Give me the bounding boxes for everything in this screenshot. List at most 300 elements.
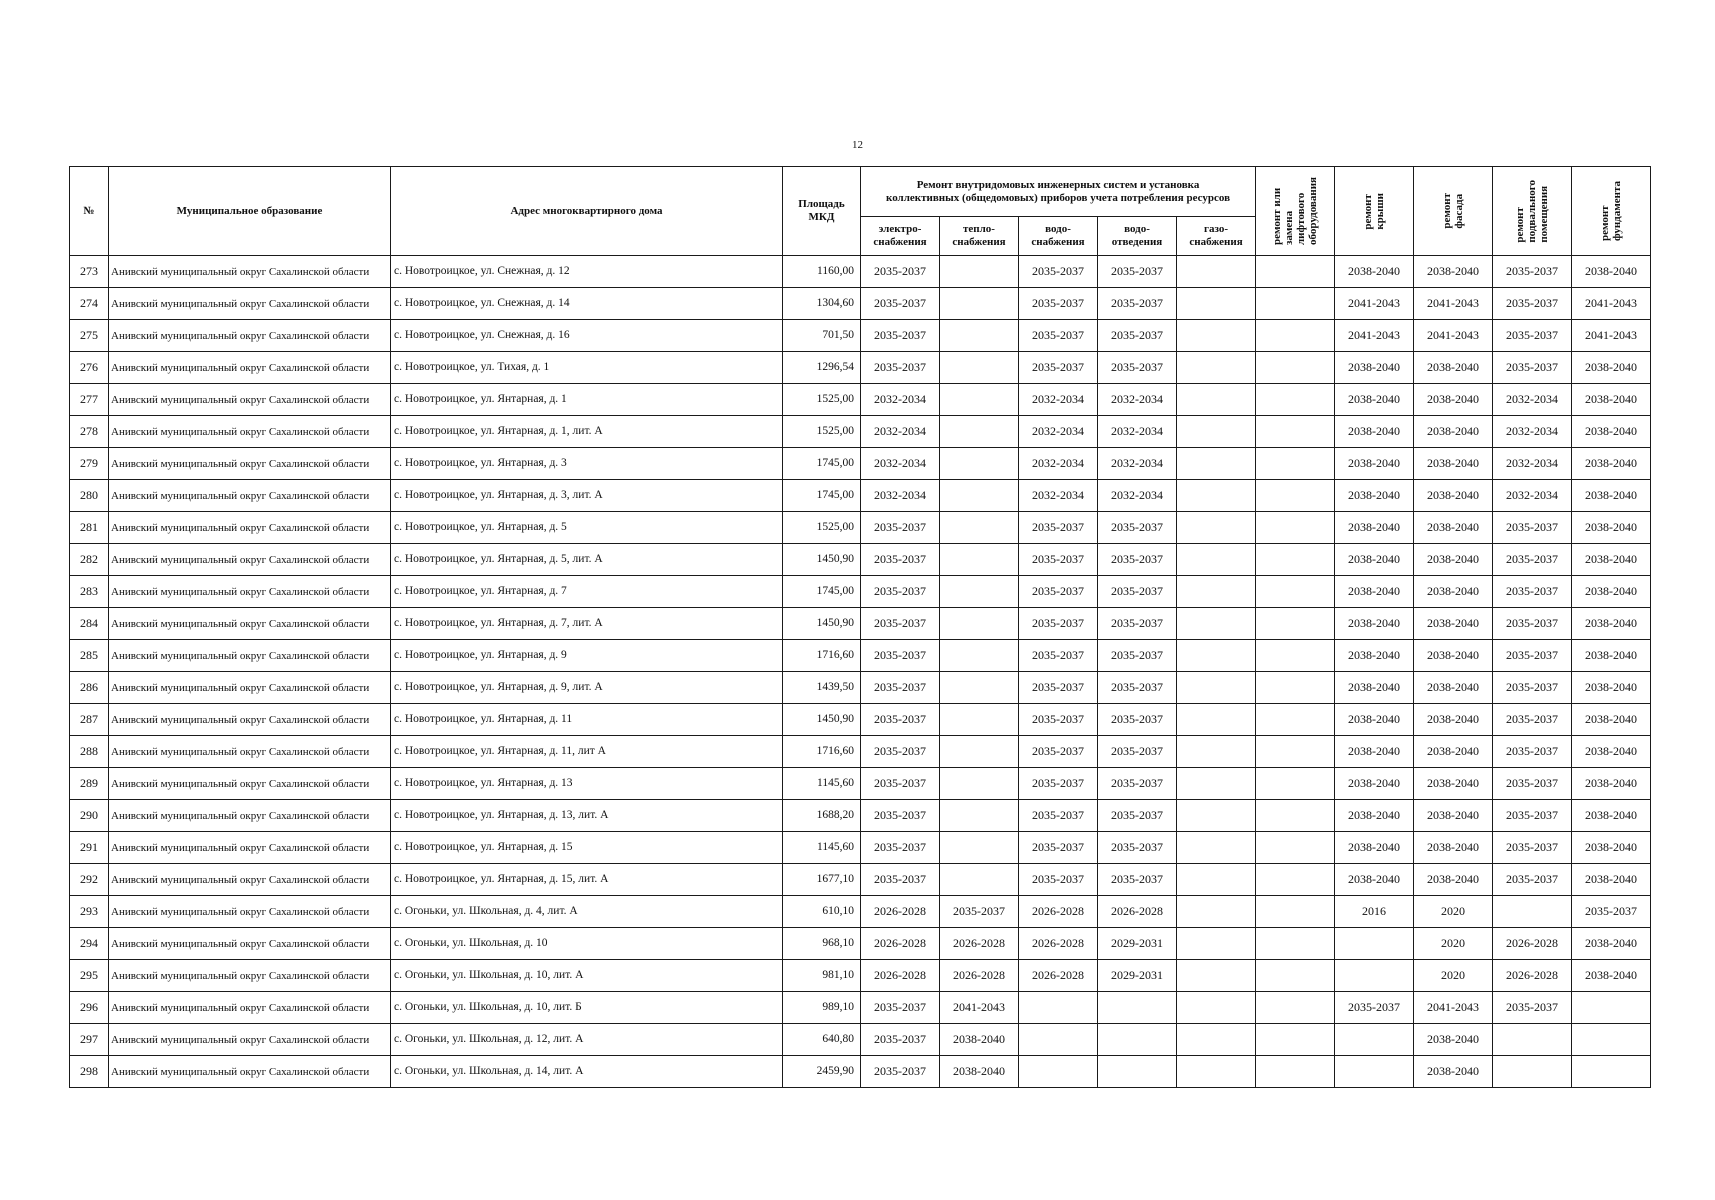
row-facade: 2038-2040 [1414,576,1493,608]
row-lift [1256,768,1335,800]
row-foundation: 2038-2040 [1572,800,1651,832]
row-basement: 2035-2037 [1493,832,1572,864]
row-electro: 2032-2034 [861,448,940,480]
row-drain: 2035-2037 [1098,576,1177,608]
header-num: № [70,167,109,256]
row-facade: 2041-2043 [1414,320,1493,352]
table-row [70,672,1651,704]
row-drain: 2035-2037 [1098,672,1177,704]
row-area: 1439,50 [783,672,861,704]
row-lift [1256,512,1335,544]
row-municipality: Анивский муниципальный округ Сахалинской области [109,640,391,672]
row-drain: 2035-2037 [1098,544,1177,576]
row-gas [1177,800,1256,832]
row-water: 2035-2037 [1019,320,1098,352]
row-basement: 2035-2037 [1493,576,1572,608]
row-basement: 2032-2034 [1493,448,1572,480]
row-basement: 2035-2037 [1493,736,1572,768]
row-basement [1493,896,1572,928]
row-number: 296 [70,992,109,1024]
table-row [70,640,1651,672]
row-municipality: Анивский муниципальный округ Сахалинской области [109,416,391,448]
header-facade [1414,167,1493,256]
row-roof: 2038-2040 [1335,672,1414,704]
page-number: 12 [852,139,863,151]
row-heat [940,832,1019,864]
row-drain: 2035-2037 [1098,736,1177,768]
row-lift [1256,928,1335,960]
row-water [1019,992,1098,1024]
row-number: 275 [70,320,109,352]
row-water: 2035-2037 [1019,544,1098,576]
row-roof: 2038-2040 [1335,512,1414,544]
row-facade: 2038-2040 [1414,1056,1493,1088]
row-heat: 2026-2028 [940,960,1019,992]
header-lift-text: ремонт или замена лифтового оборудования [1271,177,1320,245]
row-gas [1177,736,1256,768]
row-heat [940,512,1019,544]
row-lift [1256,480,1335,512]
row-heat [940,544,1019,576]
row-gas [1177,256,1256,288]
row-foundation: 2038-2040 [1572,480,1651,512]
row-foundation: 2038-2040 [1572,960,1651,992]
row-basement: 2035-2037 [1493,256,1572,288]
row-drain: 2035-2037 [1098,512,1177,544]
row-drain: 2035-2037 [1098,320,1177,352]
row-address: с. Новотроицкое, ул. Снежная, д. 14 [391,288,783,320]
row-water: 2035-2037 [1019,288,1098,320]
row-roof: 2038-2040 [1335,640,1414,672]
row-basement: 2035-2037 [1493,352,1572,384]
row-address: с. Новотроицкое, ул. Янтарная, д. 3 [391,448,783,480]
row-heat [940,352,1019,384]
row-municipality: Анивский муниципальный округ Сахалинской области [109,384,391,416]
row-gas [1177,1024,1256,1056]
row-electro: 2035-2037 [861,1024,940,1056]
row-lift [1256,640,1335,672]
row-drain: 2035-2037 [1098,256,1177,288]
row-heat [940,448,1019,480]
row-area: 1525,00 [783,512,861,544]
row-address: с. Новотроицкое, ул. Янтарная, д. 15 [391,832,783,864]
row-number: 281 [70,512,109,544]
row-facade: 2038-2040 [1414,416,1493,448]
row-roof: 2041-2043 [1335,288,1414,320]
row-heat [940,672,1019,704]
row-area: 1688,20 [783,800,861,832]
row-area: 1145,60 [783,768,861,800]
row-heat: 2038-2040 [940,1056,1019,1088]
row-facade: 2038-2040 [1414,448,1493,480]
header-electro: электро-снабжения [861,217,940,256]
row-roof: 2038-2040 [1335,480,1414,512]
row-water: 2035-2037 [1019,672,1098,704]
row-foundation: 2038-2040 [1572,384,1651,416]
row-address: с. Новотроицкое, ул. Янтарная, д. 11, лит А [391,736,783,768]
row-gas [1177,352,1256,384]
row-area: 968,10 [783,928,861,960]
row-roof: 2038-2040 [1335,832,1414,864]
row-roof: 2038-2040 [1335,704,1414,736]
row-foundation: 2038-2040 [1572,352,1651,384]
row-lift [1256,576,1335,608]
header-roof [1335,167,1414,256]
row-lift [1256,704,1335,736]
row-water: 2026-2028 [1019,928,1098,960]
row-facade: 2020 [1414,960,1493,992]
row-number: 289 [70,768,109,800]
row-municipality: Анивский муниципальный округ Сахалинской области [109,736,391,768]
row-address: с. Огоньки, ул. Школьная, д. 10, лит. А [391,960,783,992]
row-address: с. Новотроицкое, ул. Янтарная, д. 1 [391,384,783,416]
table-body [70,256,1651,1088]
row-electro: 2032-2034 [861,416,940,448]
row-number: 282 [70,544,109,576]
row-roof [1335,928,1414,960]
row-address: с. Новотроицкое, ул. Янтарная, д. 15, лит. А [391,864,783,896]
row-electro: 2026-2028 [861,960,940,992]
row-electro: 2035-2037 [861,1056,940,1088]
row-water: 2035-2037 [1019,576,1098,608]
row-gas [1177,480,1256,512]
row-basement: 2032-2034 [1493,480,1572,512]
row-foundation: 2038-2040 [1572,736,1651,768]
row-municipality: Анивский муниципальный округ Сахалинской области [109,864,391,896]
row-roof: 2035-2037 [1335,992,1414,1024]
row-heat [940,640,1019,672]
row-foundation: 2038-2040 [1572,608,1651,640]
row-foundation: 2038-2040 [1572,448,1651,480]
row-heat [940,768,1019,800]
row-heat [940,576,1019,608]
row-lift [1256,352,1335,384]
row-municipality: Анивский муниципальный округ Сахалинской области [109,608,391,640]
row-facade: 2038-2040 [1414,800,1493,832]
row-gas [1177,928,1256,960]
row-water: 2032-2034 [1019,384,1098,416]
row-facade: 2020 [1414,928,1493,960]
row-water: 2032-2034 [1019,480,1098,512]
row-gas [1177,512,1256,544]
table-row [70,704,1651,736]
row-roof [1335,1024,1414,1056]
row-address: с. Новотроицкое, ул. Тихая, д. 1 [391,352,783,384]
row-gas [1177,864,1256,896]
row-foundation: 2038-2040 [1572,672,1651,704]
row-electro: 2035-2037 [861,352,940,384]
row-lift [1256,832,1335,864]
row-address: с. Новотроицкое, ул. Снежная, д. 16 [391,320,783,352]
row-water: 2026-2028 [1019,896,1098,928]
row-area: 1716,60 [783,640,861,672]
row-municipality: Анивский муниципальный округ Сахалинской области [109,896,391,928]
row-facade: 2041-2043 [1414,288,1493,320]
row-address: с. Новотроицкое, ул. Янтарная, д. 9 [391,640,783,672]
row-water: 2035-2037 [1019,608,1098,640]
table-row [70,480,1651,512]
row-facade: 2038-2040 [1414,832,1493,864]
row-area: 1296,54 [783,352,861,384]
row-drain: 2029-2031 [1098,928,1177,960]
row-electro: 2035-2037 [861,544,940,576]
row-heat [940,608,1019,640]
row-foundation [1572,992,1651,1024]
row-municipality: Анивский муниципальный округ Сахалинской области [109,288,391,320]
capital-repair-table [69,166,1651,1088]
row-heat: 2035-2037 [940,896,1019,928]
row-address: с. Новотроицкое, ул. Янтарная, д. 13, лит. А [391,800,783,832]
row-gas [1177,576,1256,608]
row-address: с. Новотроицкое, ул. Янтарная, д. 7 [391,576,783,608]
table-row [70,288,1651,320]
table-row [70,544,1651,576]
row-roof: 2038-2040 [1335,352,1414,384]
table-row [70,768,1651,800]
row-municipality: Анивский муниципальный округ Сахалинской области [109,512,391,544]
table-row [70,832,1651,864]
row-heat: 2026-2028 [940,928,1019,960]
row-drain: 2026-2028 [1098,896,1177,928]
header-lift [1256,167,1335,256]
table-row [70,1024,1651,1056]
row-roof: 2038-2040 [1335,384,1414,416]
row-lift [1256,608,1335,640]
row-electro: 2035-2037 [861,512,940,544]
row-drain: 2035-2037 [1098,800,1177,832]
row-gas [1177,384,1256,416]
row-municipality: Анивский муниципальный округ Сахалинской области [109,800,391,832]
row-electro: 2035-2037 [861,864,940,896]
row-electro: 2035-2037 [861,256,940,288]
row-basement: 2035-2037 [1493,800,1572,832]
row-address: с. Огоньки, ул. Школьная, д. 12, лит. А [391,1024,783,1056]
row-area: 1304,60 [783,288,861,320]
row-heat: 2041-2043 [940,992,1019,1024]
row-municipality: Анивский муниципальный округ Сахалинской области [109,672,391,704]
header-engineering-group: Ремонт внутридомовых инженерных систем и установка коллективных (общедомовых) приборов учета потребления ресурсов [861,167,1256,217]
row-gas [1177,768,1256,800]
row-basement: 2035-2037 [1493,608,1572,640]
row-area: 1160,00 [783,256,861,288]
row-area: 1145,60 [783,832,861,864]
header-water: водо-снабжения [1019,217,1098,256]
row-foundation: 2038-2040 [1572,640,1651,672]
row-gas [1177,320,1256,352]
row-area: 640,80 [783,1024,861,1056]
row-electro: 2035-2037 [861,320,940,352]
row-electro: 2032-2034 [861,480,940,512]
row-address: с. Новотроицкое, ул. Янтарная, д. 5 [391,512,783,544]
row-roof: 2038-2040 [1335,608,1414,640]
row-electro: 2035-2037 [861,608,940,640]
row-water: 2035-2037 [1019,640,1098,672]
row-drain: 2035-2037 [1098,832,1177,864]
row-lift [1256,896,1335,928]
row-gas [1177,608,1256,640]
row-lift [1256,736,1335,768]
row-drain: 2032-2034 [1098,416,1177,448]
row-municipality: Анивский муниципальный округ Сахалинской области [109,992,391,1024]
row-lift [1256,288,1335,320]
row-drain: 2032-2034 [1098,480,1177,512]
row-facade: 2038-2040 [1414,864,1493,896]
table-row [70,608,1651,640]
row-heat [940,416,1019,448]
row-area: 1745,00 [783,448,861,480]
row-drain: 2035-2037 [1098,352,1177,384]
row-roof [1335,960,1414,992]
row-foundation: 2035-2037 [1572,896,1651,928]
row-number: 292 [70,864,109,896]
row-electro: 2035-2037 [861,736,940,768]
row-area: 1677,10 [783,864,861,896]
row-municipality: Анивский муниципальный округ Сахалинской области [109,832,391,864]
row-basement: 2035-2037 [1493,288,1572,320]
row-foundation: 2038-2040 [1572,544,1651,576]
row-number: 277 [70,384,109,416]
header-heat: тепло-снабжения [940,217,1019,256]
table-row [70,416,1651,448]
row-roof: 2038-2040 [1335,544,1414,576]
row-roof [1335,1056,1414,1088]
row-address: с. Новотроицкое, ул. Янтарная, д. 11 [391,704,783,736]
row-municipality: Анивский муниципальный округ Сахалинской области [109,576,391,608]
row-gas [1177,640,1256,672]
row-basement: 2035-2037 [1493,640,1572,672]
header-address: Адрес многоквартирного дома [391,167,783,256]
row-gas [1177,448,1256,480]
table-row [70,352,1651,384]
row-water: 2035-2037 [1019,864,1098,896]
row-foundation: 2038-2040 [1572,256,1651,288]
table-row [70,800,1651,832]
header-basement-text: ремонт подвального помещения [1514,179,1551,243]
table-row [70,1056,1651,1088]
row-electro: 2035-2037 [861,832,940,864]
row-number: 293 [70,896,109,928]
row-water: 2035-2037 [1019,800,1098,832]
row-area: 1716,60 [783,736,861,768]
row-number: 297 [70,1024,109,1056]
table-row [70,384,1651,416]
row-heat [940,736,1019,768]
row-electro: 2032-2034 [861,384,940,416]
row-lift [1256,672,1335,704]
row-facade: 2020 [1414,896,1493,928]
row-drain: 2035-2037 [1098,288,1177,320]
row-municipality: Анивский муниципальный округ Сахалинской области [109,1056,391,1088]
row-gas [1177,288,1256,320]
row-lift [1256,800,1335,832]
row-municipality: Анивский муниципальный округ Сахалинской области [109,928,391,960]
row-foundation: 2041-2043 [1572,320,1651,352]
header-foundation [1572,167,1651,256]
row-electro: 2035-2037 [861,288,940,320]
row-gas [1177,704,1256,736]
row-lift [1256,384,1335,416]
row-water: 2035-2037 [1019,832,1098,864]
row-facade: 2038-2040 [1414,672,1493,704]
row-water: 2035-2037 [1019,352,1098,384]
row-address: с. Новотроицкое, ул. Снежная, д. 12 [391,256,783,288]
row-number: 274 [70,288,109,320]
row-electro: 2035-2037 [861,768,940,800]
row-area: 1450,90 [783,608,861,640]
row-number: 298 [70,1056,109,1088]
row-heat [940,704,1019,736]
row-electro: 2035-2037 [861,992,940,1024]
row-municipality: Анивский муниципальный округ Сахалинской области [109,256,391,288]
row-drain: 2035-2037 [1098,640,1177,672]
row-roof: 2038-2040 [1335,736,1414,768]
row-electro: 2035-2037 [861,640,940,672]
row-area: 989,10 [783,992,861,1024]
row-area: 2459,90 [783,1056,861,1088]
row-heat [940,800,1019,832]
row-facade: 2038-2040 [1414,608,1493,640]
row-area: 1525,00 [783,384,861,416]
row-basement: 2035-2037 [1493,672,1572,704]
table-row [70,864,1651,896]
row-gas [1177,544,1256,576]
row-drain: 2032-2034 [1098,384,1177,416]
header-facade-text: ремонт фасада [1441,193,1466,229]
row-basement [1493,1024,1572,1056]
row-number: 283 [70,576,109,608]
row-area: 701,50 [783,320,861,352]
header-drain: водо-отведения [1098,217,1177,256]
row-electro: 2035-2037 [861,672,940,704]
header-basement [1493,167,1572,256]
row-drain: 2035-2037 [1098,768,1177,800]
row-water: 2035-2037 [1019,512,1098,544]
row-foundation [1572,1024,1651,1056]
row-basement: 2026-2028 [1493,960,1572,992]
table-row [70,992,1651,1024]
row-electro: 2035-2037 [861,576,940,608]
header-roof-text: ремонт крыши [1362,192,1387,230]
header-gas: газо-снабжения [1177,217,1256,256]
row-basement: 2032-2034 [1493,384,1572,416]
row-basement [1493,1056,1572,1088]
table-row [70,736,1651,768]
row-gas [1177,672,1256,704]
row-basement: 2035-2037 [1493,320,1572,352]
row-facade: 2038-2040 [1414,256,1493,288]
row-roof: 2038-2040 [1335,864,1414,896]
row-foundation: 2038-2040 [1572,704,1651,736]
table-row [70,928,1651,960]
row-facade: 2038-2040 [1414,384,1493,416]
row-municipality: Анивский муниципальный округ Сахалинской области [109,960,391,992]
row-lift [1256,416,1335,448]
row-gas [1177,960,1256,992]
row-drain [1098,1056,1177,1088]
row-municipality: Анивский муниципальный округ Сахалинской области [109,448,391,480]
table-row [70,576,1651,608]
row-facade: 2038-2040 [1414,736,1493,768]
row-heat [940,480,1019,512]
row-gas [1177,1056,1256,1088]
row-foundation [1572,1056,1651,1088]
row-drain: 2035-2037 [1098,608,1177,640]
row-number: 288 [70,736,109,768]
row-address: с. Новотроицкое, ул. Янтарная, д. 7, лит. А [391,608,783,640]
row-water: 2032-2034 [1019,416,1098,448]
row-area: 610,10 [783,896,861,928]
row-number: 280 [70,480,109,512]
